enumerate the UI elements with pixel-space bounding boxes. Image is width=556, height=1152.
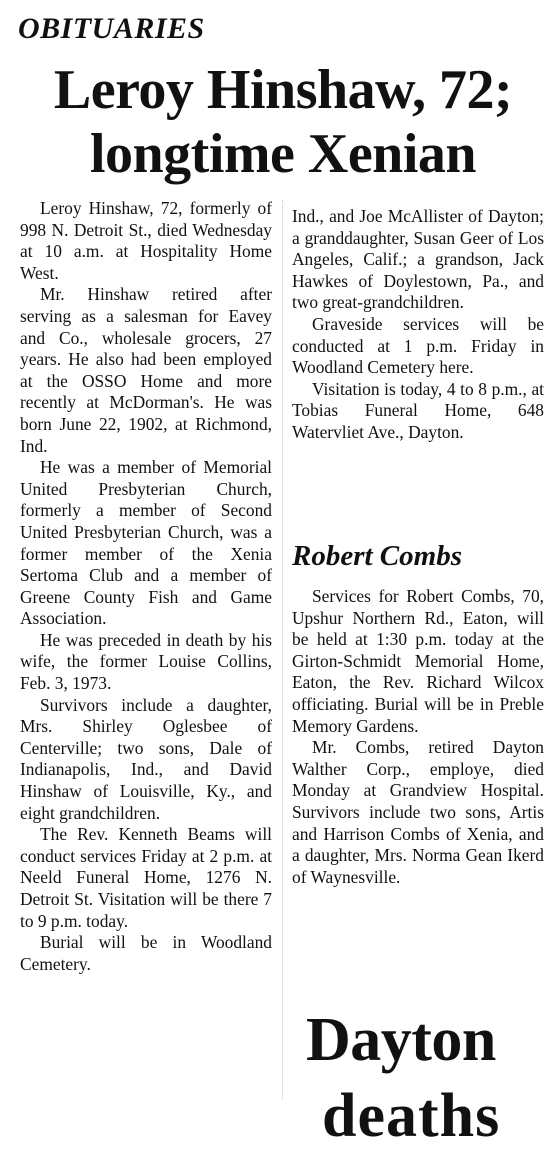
section-label: OBITUARIES: [18, 12, 205, 45]
paragraph: Leroy Hinshaw, 72, formerly of 998 N. Detroit St., died Wednesday at 10 a.m. at Hospitality Home West.: [20, 198, 272, 283]
paragraph: He was preceded in death by his wife, the former Louise Collins, Feb. 3, 1973.: [20, 629, 272, 694]
paragraph-continuation: Ind., and Joe McAllister of Dayton; a granddaughter, Susan Geer of Los Angeles, Calif.; a grandson, Jack Hawkes of Doylestown, Pa., and two great-grandchildren.: [292, 206, 544, 313]
paragraph: Survivors include a daughter, Mrs. Shirley Oglesbee of Centerville; two sons, Dale of Indianapolis, Ind., and David Hinshaw of Louisville, Ky., and eight grandchildren.: [20, 694, 272, 823]
subhead-robert-combs: Robert Combs: [292, 540, 462, 572]
next-headline-line-1: Dayton: [306, 1006, 496, 1074]
paragraph: Mr. Combs, retired Dayton Walther Corp., employe, died Monday at Grandview Hospital. Survivors include two sons, Artis and Harrison Combs of Xenia, and a daughter, Mrs. Norma Gean Ikerd of Waynesville.: [292, 737, 544, 887]
paragraph: Graveside services will be conducted at 1 p.m. Friday in Woodland Cemetery here.: [292, 313, 544, 378]
paragraph: He was a member of Memorial United Presbyterian Church, formerly a member of Second United Presbyterian Church, was a former member of the Xenia Sertoma Club and a member of Greene County Fish and Game Association.: [20, 457, 272, 629]
paragraph: Services for Robert Combs, 70, Upshur Northern Rd., Eaton, will be held at 1:30 p.m. today at the Girton-Schmidt Memorial Home, Eaton, the Rev. Richard Wilcox officiating. Burial will be in Preble Memory Gardens.: [292, 586, 544, 736]
headline-line-2: longtime Xenian: [89, 123, 477, 185]
paragraph: The Rev. Kenneth Beams will conduct services Friday at 2 p.m. at Neeld Funeral Home, 1276 N. Detroit St. Visitation will be there 7 to 9 p.m. today.: [20, 824, 272, 931]
column-divider: [282, 200, 283, 1100]
paragraph: Burial will be in Woodland Cemetery.: [20, 932, 272, 974]
paragraph: Visitation is today, 4 to 8 p.m., at Tobias Funeral Home, 648 Watervliet Ave., Dayton.: [292, 378, 544, 442]
headline: [18, 58, 548, 186]
next-headline-line-2: deaths: [322, 1082, 501, 1150]
article-hinshaw-left-column: [20, 198, 272, 975]
paragraph: Mr. Hinshaw retired after serving as a salesman for Eavey and Co., wholesale grocers, 27 years. He also had been employed at the OSSO Home and more recently at McDorman's. He was born June 22, 1902, at Richmond, Ind.: [20, 284, 272, 456]
article-combs: [292, 586, 544, 888]
article-hinshaw-right-column: [292, 206, 544, 444]
headline-line-1: Leroy Hinshaw, 72;: [53, 59, 513, 121]
